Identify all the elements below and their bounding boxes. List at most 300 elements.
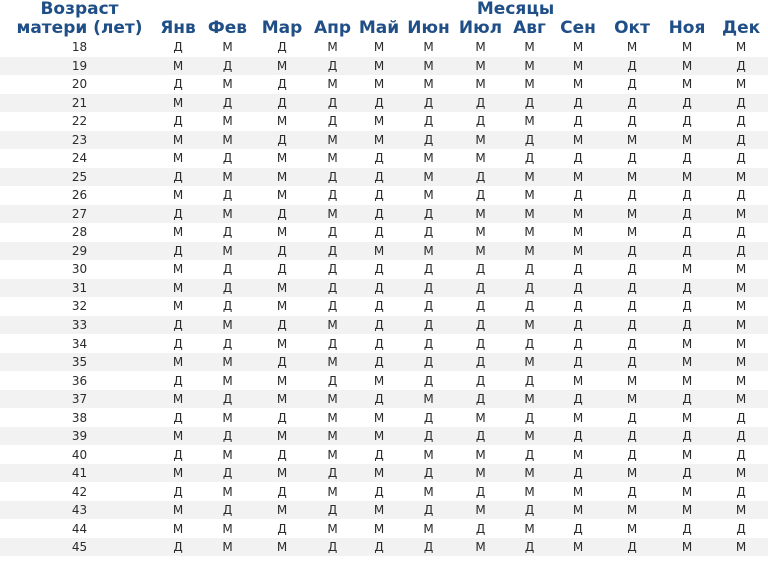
gender-cell: Д	[355, 168, 403, 187]
gender-cell: Д	[524, 151, 535, 166]
gender-cell: Д	[736, 484, 746, 499]
gender-cell: Д	[222, 336, 233, 351]
gender-cell: М	[423, 40, 434, 55]
table-row	[0, 223, 768, 242]
age-cell: 45	[0, 538, 155, 557]
gender-cell: М	[604, 464, 660, 483]
gender-cell: Д	[222, 225, 233, 240]
gender-cell: М	[310, 353, 355, 372]
gender-cell: Д	[524, 336, 535, 351]
age-cell: 27	[0, 205, 155, 224]
gender-cell: М	[507, 427, 552, 446]
gender-cell: Д	[254, 205, 310, 224]
gender-cell: М	[155, 131, 201, 150]
gender-cell: М	[604, 131, 660, 150]
gender-cell: Д	[475, 373, 486, 388]
gender-cell: Д	[454, 316, 507, 335]
age-cell: 40	[71, 447, 88, 462]
gender-cell: М	[423, 151, 434, 166]
gender-cell: Д	[627, 77, 637, 92]
age-cell: 42	[71, 484, 88, 499]
gender-cell: М	[626, 40, 638, 55]
gender-cell: Д	[423, 262, 434, 277]
gender-cell: М	[276, 299, 288, 314]
gender-cell: Д	[173, 114, 183, 129]
gender-cell: Д	[155, 316, 201, 335]
gender-cell: Д	[310, 538, 355, 557]
gender-cell: М	[276, 151, 288, 166]
gender-cell: Д	[374, 299, 384, 314]
age-cell: 33	[0, 316, 155, 335]
gender-cell: Д	[573, 114, 583, 129]
gender-cell: Д	[355, 316, 403, 335]
age-cell: 30	[71, 262, 88, 277]
gender-cell: М	[660, 538, 714, 557]
gender-cell: М	[327, 447, 338, 462]
gender-cell: М	[681, 77, 693, 92]
gender-cell: Д	[222, 188, 233, 203]
gender-cell: Д	[604, 279, 660, 298]
table-row	[0, 186, 768, 205]
age-cell: 29	[0, 242, 155, 261]
gender-cell: М	[222, 40, 233, 55]
gender-cell: М	[475, 447, 486, 462]
gender-cell: Д	[454, 353, 507, 372]
gender-cell: М	[681, 262, 693, 277]
gender-cell: Д	[403, 427, 454, 446]
gender-cell: М	[155, 501, 201, 520]
gender-cell: Д	[327, 299, 338, 314]
gender-cell: Д	[355, 538, 403, 557]
gender-cell: М	[660, 57, 714, 76]
gender-cell: М	[475, 225, 486, 240]
age-cell: 41	[0, 464, 155, 483]
gender-cell: Д	[552, 316, 604, 335]
gender-cell: Д	[552, 390, 604, 409]
gender-cell: Д	[155, 168, 201, 187]
gender-cell: М	[172, 521, 184, 536]
gender-cell: Д	[403, 131, 454, 150]
gender-cell: М	[423, 521, 434, 536]
gender-cell: М	[552, 538, 604, 557]
gender-cell: Д	[403, 353, 454, 372]
gender-cell: Д	[475, 336, 486, 351]
gender-cell: М	[276, 188, 288, 203]
gender-cell: М	[222, 484, 233, 499]
gender-cell: М	[155, 464, 201, 483]
header-row-1	[0, 0, 768, 18]
gender-cell: Д	[552, 94, 604, 113]
gender-cell: М	[475, 77, 486, 92]
month-header: Апр	[313, 18, 352, 38]
gender-cell: М	[507, 57, 552, 76]
gender-cell: Д	[627, 336, 637, 351]
gender-cell: М	[222, 373, 233, 388]
gender-cell: М	[355, 501, 403, 520]
gender-cell: М	[552, 131, 604, 150]
gender-cell: М	[310, 427, 355, 446]
gender-cell: М	[254, 279, 310, 298]
gender-cell: М	[475, 410, 486, 425]
gender-cell: М	[454, 131, 507, 150]
age-cell: 21	[0, 94, 155, 113]
gender-cell: М	[276, 114, 288, 129]
age-cell: 39	[0, 427, 155, 446]
gender-cell: М	[552, 242, 604, 261]
gender-cell: Д	[604, 94, 660, 113]
gender-cell: Д	[222, 151, 233, 166]
gender-cell: М	[507, 316, 552, 335]
gender-cell: М	[572, 225, 584, 240]
gender-cell: Д	[573, 151, 583, 166]
gender-cell: Д	[201, 464, 254, 483]
gender-cell: Д	[475, 484, 486, 499]
gender-cell: Д	[454, 94, 507, 113]
gender-cell: М	[254, 464, 310, 483]
gender-cell: М	[660, 168, 714, 187]
gender-cell: М	[507, 168, 552, 187]
gender-cell: М	[552, 205, 604, 224]
gender-cell: М	[403, 242, 454, 261]
gender-cell: Д	[173, 373, 183, 388]
gender-cell: М	[507, 205, 552, 224]
gender-cell: М	[222, 77, 233, 92]
gender-cell: М	[524, 521, 535, 536]
gender-cell: Д	[736, 447, 746, 462]
gender-cell: М	[254, 390, 310, 409]
gender-cell: Д	[277, 77, 287, 92]
gender-cell: Д	[736, 188, 746, 203]
gender-cell: Д	[627, 447, 637, 462]
month-header: Дек	[721, 18, 761, 38]
gender-cell: Д	[310, 464, 355, 483]
month-header: Июл	[458, 18, 503, 38]
gender-cell: Д	[736, 410, 746, 425]
gender-cell: М	[254, 427, 310, 446]
gender-cell: Д	[327, 262, 338, 277]
gender-cell: М	[524, 225, 535, 240]
gender-cell: Д	[201, 501, 254, 520]
gender-cell: М	[373, 114, 385, 129]
gender-cell: М	[327, 40, 338, 55]
gender-cell: Д	[423, 299, 434, 314]
month-header: Май	[358, 18, 400, 38]
gender-cell: Д	[604, 57, 660, 76]
month-header: Сен	[560, 18, 596, 38]
gender-cell: Д	[310, 279, 355, 298]
months-header: Месяцы	[476, 0, 555, 18]
gender-cell: М	[524, 40, 535, 55]
month-header: Мар	[261, 18, 303, 38]
gender-cell: М	[403, 168, 454, 187]
gender-cell: Д	[604, 353, 660, 372]
table-row	[0, 242, 768, 261]
gender-cell: М	[681, 410, 693, 425]
gender-cell: М	[572, 484, 584, 499]
gender-cell: Д	[403, 464, 454, 483]
month-header: Авг	[513, 18, 546, 38]
gender-cell: Д	[277, 484, 287, 499]
table-row	[0, 408, 768, 427]
gender-cell: М	[660, 131, 714, 150]
gender-cell: Д	[173, 336, 183, 351]
gender-cell: Д	[277, 410, 287, 425]
table-row	[0, 482, 768, 501]
gender-cell: М	[355, 131, 403, 150]
gender-cell: Д	[714, 427, 768, 446]
gender-cell: Д	[660, 316, 714, 335]
gender-cell: М	[681, 373, 693, 388]
table-row	[0, 427, 768, 446]
gender-cell: Д	[277, 262, 287, 277]
age-cell: 23	[0, 131, 155, 150]
gender-cell: М	[423, 447, 434, 462]
gender-cell: М	[454, 242, 507, 261]
table-row	[0, 371, 768, 390]
gender-cell: М	[681, 40, 693, 55]
gender-cell: Д	[201, 427, 254, 446]
gender-cell: Д	[573, 262, 583, 277]
table-row	[0, 94, 768, 113]
gender-cell: Д	[374, 262, 384, 277]
gender-cell: М	[222, 114, 233, 129]
gender-cell: М	[222, 410, 233, 425]
gender-cell: М	[201, 242, 254, 261]
gender-cell: Д	[310, 57, 355, 76]
gender-cell: М	[327, 151, 338, 166]
table-row	[0, 464, 768, 483]
gender-cell: Д	[627, 151, 637, 166]
gender-cell: Д	[454, 427, 507, 446]
age-header-line1: Возраст	[40, 0, 119, 18]
gender-cell: М	[735, 40, 747, 55]
gender-cell: М	[524, 114, 535, 129]
gender-cell: Д	[475, 188, 486, 203]
gender-cell: Д	[222, 299, 233, 314]
month-header: Фев	[207, 18, 248, 38]
gender-cell: М	[714, 353, 768, 372]
gender-cell: Д	[660, 279, 714, 298]
gender-cell: Д	[423, 410, 434, 425]
table-row	[0, 519, 768, 538]
age-cell: 38	[71, 410, 88, 425]
gender-cell: Д	[524, 410, 535, 425]
gender-cell: Д	[682, 114, 692, 129]
gender-cell: Д	[355, 390, 403, 409]
gender-cell: М	[172, 299, 184, 314]
gender-cell: Д	[355, 279, 403, 298]
gender-cell: Д	[604, 427, 660, 446]
gender-cell: М	[201, 131, 254, 150]
gender-cell: М	[222, 521, 233, 536]
gender-cell: М	[604, 205, 660, 224]
gender-cell: Д	[573, 188, 583, 203]
gender-cell: Д	[310, 94, 355, 113]
age-cell: 34	[71, 336, 88, 351]
gender-cell: Д	[254, 353, 310, 372]
gender-cell: Д	[454, 279, 507, 298]
gender-cell: М	[454, 538, 507, 557]
gender-cell: М	[714, 279, 768, 298]
gender-cell: Д	[660, 464, 714, 483]
gender-cell: М	[552, 501, 604, 520]
gender-cell: М	[201, 538, 254, 557]
gender-cell: Д	[573, 299, 583, 314]
gender-cell: Д	[374, 336, 384, 351]
gender-cell: Д	[423, 336, 434, 351]
gender-cell: М	[172, 151, 184, 166]
gender-cell: Д	[355, 94, 403, 113]
table-row	[0, 168, 768, 187]
gender-cell: М	[735, 299, 747, 314]
gender-cell: Д	[374, 447, 384, 462]
gender-cell: М	[735, 336, 747, 351]
gender-cell: М	[310, 390, 355, 409]
month-header: Окт	[614, 18, 650, 38]
gender-cell: Д	[714, 242, 768, 261]
table-row	[0, 501, 768, 520]
gender-cell: М	[626, 373, 638, 388]
gender-cell: Д	[682, 225, 692, 240]
gender-cell: М	[475, 151, 486, 166]
gender-cell: Д	[374, 151, 384, 166]
gender-cell: Д	[552, 353, 604, 372]
gender-cell: М	[373, 40, 385, 55]
gender-cell: Д	[736, 521, 746, 536]
gender-cell: М	[626, 521, 638, 536]
gender-cell: Д	[682, 299, 692, 314]
gender-cell: Д	[552, 464, 604, 483]
gender-cell: Д	[254, 316, 310, 335]
gender-cell: Д	[524, 299, 535, 314]
gender-cell: М	[604, 390, 660, 409]
gender-cell: М	[552, 168, 604, 187]
gender-cell: М	[276, 225, 288, 240]
age-cell: 32	[71, 299, 88, 314]
gender-cell: Д	[507, 131, 552, 150]
gender-cell: М	[681, 447, 693, 462]
gender-cell: Д	[604, 242, 660, 261]
gender-cell: М	[454, 57, 507, 76]
gender-cell: Д	[222, 262, 233, 277]
gender-cell: М	[355, 57, 403, 76]
gender-cell: М	[254, 168, 310, 187]
table-row	[0, 149, 768, 168]
gender-cell: Д	[682, 151, 692, 166]
gender-cell: Д	[524, 262, 535, 277]
gender-cell: М	[604, 501, 660, 520]
gender-cell: Д	[682, 188, 692, 203]
gender-cell: Д	[173, 484, 183, 499]
gender-cell: М	[475, 40, 486, 55]
gender-cell: Д	[573, 521, 583, 536]
gender-cell: Д	[277, 521, 287, 536]
gender-cell: Д	[155, 242, 201, 261]
gender-cell: М	[454, 464, 507, 483]
gender-cell: М	[714, 168, 768, 187]
gender-cell: Д	[660, 242, 714, 261]
gender-cell: М	[373, 77, 385, 92]
table-row	[0, 353, 768, 372]
gender-cell: Д	[714, 94, 768, 113]
gender-cell: Д	[627, 262, 637, 277]
gender-cell: Д	[310, 168, 355, 187]
gender-cell: М	[310, 205, 355, 224]
gender-cell: Д	[714, 57, 768, 76]
gender-cell: М	[254, 57, 310, 76]
gender-cell: М	[327, 484, 338, 499]
gender-cell: Д	[310, 501, 355, 520]
month-header: Ноя	[668, 18, 706, 38]
gender-cell: М	[201, 316, 254, 335]
gender-cell: Д	[173, 40, 183, 55]
gender-cell: М	[507, 242, 552, 261]
age-cell: 37	[0, 390, 155, 409]
table-row	[0, 131, 768, 150]
month-header: Июн	[407, 18, 450, 38]
gender-cell: М	[524, 188, 535, 203]
age-header-line2: матери (лет)	[16, 18, 143, 38]
gender-cell: М	[327, 521, 338, 536]
gender-cell: Д	[475, 114, 486, 129]
gender-cell: М	[254, 501, 310, 520]
gender-cell: М	[310, 316, 355, 335]
gender-cell: Д	[604, 538, 660, 557]
gender-cell: М	[735, 77, 747, 92]
gender-cell: М	[327, 410, 338, 425]
gender-cell: М	[423, 188, 434, 203]
age-cell: 36	[71, 373, 88, 388]
gender-cell: М	[572, 77, 584, 92]
age-cell: 20	[71, 77, 88, 92]
gender-cell: Д	[507, 501, 552, 520]
gender-cell: Д	[155, 538, 201, 557]
gender-cell: Д	[403, 279, 454, 298]
gender-cell: Д	[660, 94, 714, 113]
gender-cell: Д	[423, 114, 434, 129]
gender-cell: Д	[736, 114, 746, 129]
gender-cell: М	[355, 242, 403, 261]
gender-cell: М	[735, 262, 747, 277]
gender-cell: М	[155, 390, 201, 409]
gender-cell: М	[507, 353, 552, 372]
gender-cell: Д	[327, 114, 338, 129]
gender-cell: Д	[277, 447, 287, 462]
gender-cell: М	[172, 262, 184, 277]
gender-cell: М	[155, 94, 201, 113]
gender-cell: Д	[524, 373, 535, 388]
gender-cell: Д	[660, 205, 714, 224]
gender-cell: М	[403, 57, 454, 76]
gender-cell: М	[735, 373, 747, 388]
gender-cell: Д	[374, 225, 384, 240]
gender-cell: М	[423, 77, 434, 92]
gender-cell: Д	[277, 40, 287, 55]
gender-cell: Д	[327, 188, 338, 203]
gender-cell: М	[201, 353, 254, 372]
table-row	[0, 538, 768, 557]
gender-cell: Д	[507, 94, 552, 113]
gender-cell: Д	[627, 410, 637, 425]
gender-cell: М	[714, 464, 768, 483]
gender-cell: М	[222, 447, 233, 462]
gender-cell: Д	[173, 447, 183, 462]
gender-cell: Д	[423, 225, 434, 240]
gender-cell: Д	[682, 521, 692, 536]
gender-cell: Д	[736, 151, 746, 166]
gender-cell: Д	[573, 336, 583, 351]
gender-cell: Д	[355, 205, 403, 224]
